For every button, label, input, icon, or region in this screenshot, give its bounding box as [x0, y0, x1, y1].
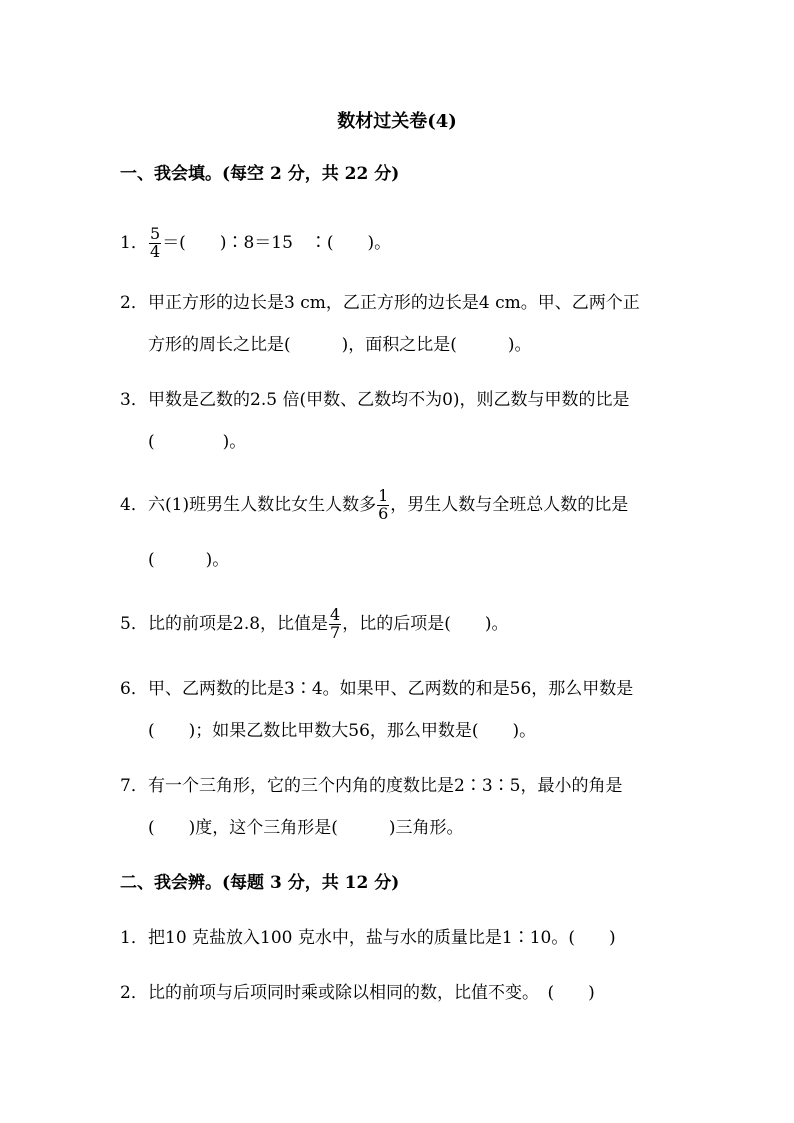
question-text: 甲正方形的边长是3 cm，乙正方形的边长是4 cm。甲、乙两个正 — [148, 293, 640, 313]
question-2-1 — [120, 927, 616, 949]
question-2-2 — [120, 982, 595, 1004]
fraction-denominator: 4 — [150, 241, 161, 261]
question-1-2-line1 — [120, 292, 640, 314]
question-1-6-line1 — [120, 678, 633, 700]
question-text: 比的前项与后项同时乘或除以相同的数，比值不变。 ( ) — [148, 983, 595, 1003]
question-1-1 — [120, 226, 391, 261]
question-1-6-line2: ( )；如果乙数比甲数大56，那么甲数是( )。 — [148, 721, 537, 741]
question-1-7-line2: ( )度，这个三角形是( )三角形。 — [148, 818, 464, 838]
question-text: ＝( )∶8＝15 ∶( )。 — [162, 232, 392, 253]
question-1-2-line2: 方形的周长之比是( )，面积之比是( )。 — [148, 335, 532, 355]
question-1-3-line1 — [120, 389, 630, 411]
question-1-4-line1 — [120, 485, 628, 525]
question-text: 甲数是乙数的2.5 倍(甲数、乙数均不为0)，则乙数与甲数的比是 — [148, 390, 630, 410]
fraction-numerator: 1 — [378, 486, 389, 506]
question-number: 7． — [120, 776, 148, 796]
fraction-numerator: 5 — [150, 224, 161, 243]
fraction-1-6 — [377, 488, 389, 523]
section1-header: 一、我会填。(每空 2 分，共 22 分) — [120, 164, 400, 184]
fraction-4-7 — [329, 607, 341, 642]
fraction-numerator: 4 — [330, 605, 341, 625]
fraction-denominator: 7 — [330, 623, 341, 642]
question-text: 把10 克盐放入100 克水中，盐与水的质量比是1∶10。( ) — [148, 928, 616, 948]
question-1-7-line1 — [120, 775, 622, 797]
question-text-before: 六(1)班男生人数比女生人数多 — [148, 495, 377, 515]
question-1-5 — [120, 604, 509, 644]
question-number: 2． — [120, 293, 148, 313]
page-title: 数材过关卷(4) — [337, 111, 457, 132]
question-number: 1． — [120, 232, 148, 253]
question-number: 4． — [120, 495, 148, 515]
question-number: 1． — [120, 928, 148, 948]
section2-header: 二、我会辨。(每题 3 分，共 12 分) — [120, 873, 400, 893]
question-text-after: ，比的后项是( )。 — [342, 614, 509, 634]
fraction-5-4 — [149, 226, 161, 261]
question-number: 5． — [120, 614, 148, 634]
question-number: 3． — [120, 390, 148, 410]
question-number: 6． — [120, 679, 148, 699]
question-text-after: ，男生人数与全班总人数的比是 — [390, 495, 629, 515]
question-text-before: 比的前项是2.8，比值是 — [148, 614, 329, 634]
question-1-4-line2: ( )。 — [148, 550, 230, 570]
question-text: 甲、乙两数的比是3∶4。如果甲、乙两数的和是56，那么甲数是 — [148, 679, 634, 699]
question-text: 有一个三角形，它的三个内角的度数比是2∶3∶5，最小的角是 — [148, 776, 623, 796]
fraction-denominator: 6 — [378, 504, 389, 523]
question-1-3-line2: ( )。 — [148, 432, 247, 452]
question-number: 2． — [120, 983, 148, 1003]
